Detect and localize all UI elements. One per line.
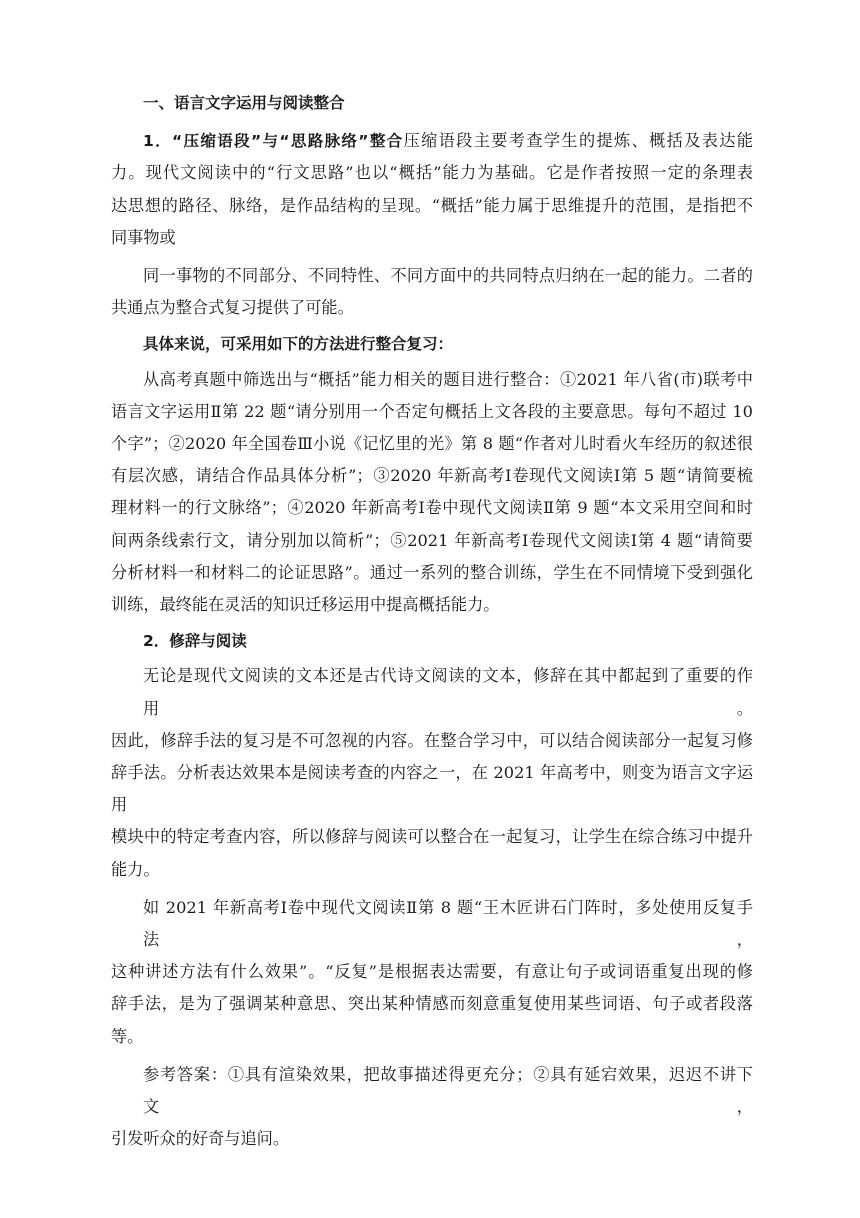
item1-p3-line-6: 间两条线索行文，请分别加以简析”；⑤2021 年新高考Ⅰ卷现代文阅读Ⅰ第 4 题“请简要 xyxy=(111,530,753,550)
item2-p1-line-4: 模块中的特定考查内容，所以修辞与阅读可以整合在一起复习，让学生在综合练习中提升 xyxy=(111,827,753,847)
item1-p3-line-1: 从高考真题中筛选出与“概括”能力相关的题目进行整合：①2021 年八省(市)联考中 xyxy=(143,369,753,389)
item2-p3-line-2: 引发听众的好奇与追问。 xyxy=(111,1129,290,1149)
document-page xyxy=(111,87,753,1156)
item2-p2-line-3: 辞手法，是为了强调某种意思、突出某种情感而刻意重复使用某些词语、句子或者段落等。 xyxy=(111,994,753,1046)
item1-line-2: 力。现代文阅读中的“行文思路”也以“概括”能力为基础。它是作者按照一定的条理表 xyxy=(111,163,753,183)
item1-line-1-text: 压缩语段主要考查学生的提炼、概括及表达能 xyxy=(403,131,753,151)
item2-title: 2．修辞与阅读 xyxy=(143,632,247,651)
method-heading-text: 具体来说，可采用如下的方法进行整合复习： xyxy=(143,335,454,354)
item1-p3-line-5: 理材料一的行文脉络”；④2020 年新高考Ⅰ卷中现代文阅读Ⅱ第 9 题“本文采用空间和时 xyxy=(111,498,753,518)
item1-p3-line-2: 语言文字运用Ⅱ第 22 题“请分别用一个否定句概括上文各段的主要意思。每句不超过 10 xyxy=(111,401,753,421)
item2-p1-line-1: 无论是现代文阅读的文本还是古代诗文阅读的文本，修辞在其中都起到了重要的作用。 xyxy=(143,666,753,718)
item1-paragraph-3 xyxy=(111,364,753,622)
section-heading xyxy=(111,87,753,119)
item1-paragraph xyxy=(111,125,753,254)
item1-line-3: 达思想的路径、脉络，是作品结构的呈现。“概括”能力属于思维提升的范围，是指把不 xyxy=(111,195,753,215)
item2-heading xyxy=(111,625,753,657)
item2-p1-line-2: 因此，修辞手法的复习是不可忽视的内容。在整合学习中，可以结合阅读部分一起复习修 xyxy=(111,730,753,750)
item1-p3-line-3: 个字”；②2020 年全国卷Ⅲ小说《记忆里的光》第 8 题“作者对儿时看火车经历的叙述很 xyxy=(111,434,753,454)
section-heading-text: 一、语言文字运用与阅读整合 xyxy=(143,94,345,112)
item2-p2-line-1: 如 2021 年新高考Ⅰ卷中现代文阅读Ⅱ第 8 题“王木匠讲石门阵时，多处使用反复手法， xyxy=(143,897,753,950)
item1-p2-line-2: 共通点为整合式复习提供了可能。 xyxy=(111,298,354,318)
item1-title: 1．“压缩语段”与“思路脉络”整合 xyxy=(143,132,404,151)
item1-line-1 xyxy=(111,125,753,157)
item2-p3-line-1: 参考答案：①具有渲染效果，把故事描述得更充分；②具有延宕效果，迟迟不讲下文， xyxy=(143,1064,753,1117)
item1-p3-line-8: 训练，最终能在灵活的知识迁移运用中提高概括能力。 xyxy=(111,595,500,615)
item1-line-4: 同事物或 xyxy=(111,227,176,247)
item1-p2-line-1: 同一事物的不同部分、不同特性、不同方面中的共同特点归纳在一起的能力。二者的 xyxy=(143,266,753,286)
item1-p3-line-7: 分析材料一和材料二的论证思路”。通过一系列的整合训练，学生在不同情境下受到强化 xyxy=(111,562,753,582)
item2-paragraph-2 xyxy=(111,892,753,1053)
method-heading xyxy=(111,328,753,360)
item2-p2-line-2: 这种讲述方法有什么效果”。“反复”是根据表达需要，有意让句子或词语重复出现的修 xyxy=(111,962,753,982)
item1-paragraph-2 xyxy=(111,260,753,324)
item2-paragraph-3 xyxy=(111,1059,753,1156)
item2-paragraph-1 xyxy=(111,660,753,885)
item2-p1-line-3: 辞手法。分析表达效果本是阅读考查的内容之一，在 2021 年高考中，则变为语言文字运用 xyxy=(111,763,753,815)
item1-p3-line-4: 有层次感，请结合作品具体分析”；③2020 年新高考Ⅰ卷现代文阅读Ⅰ第 5 题“请简要梳 xyxy=(111,466,753,486)
item2-p1-line-5: 能力。 xyxy=(111,859,160,879)
